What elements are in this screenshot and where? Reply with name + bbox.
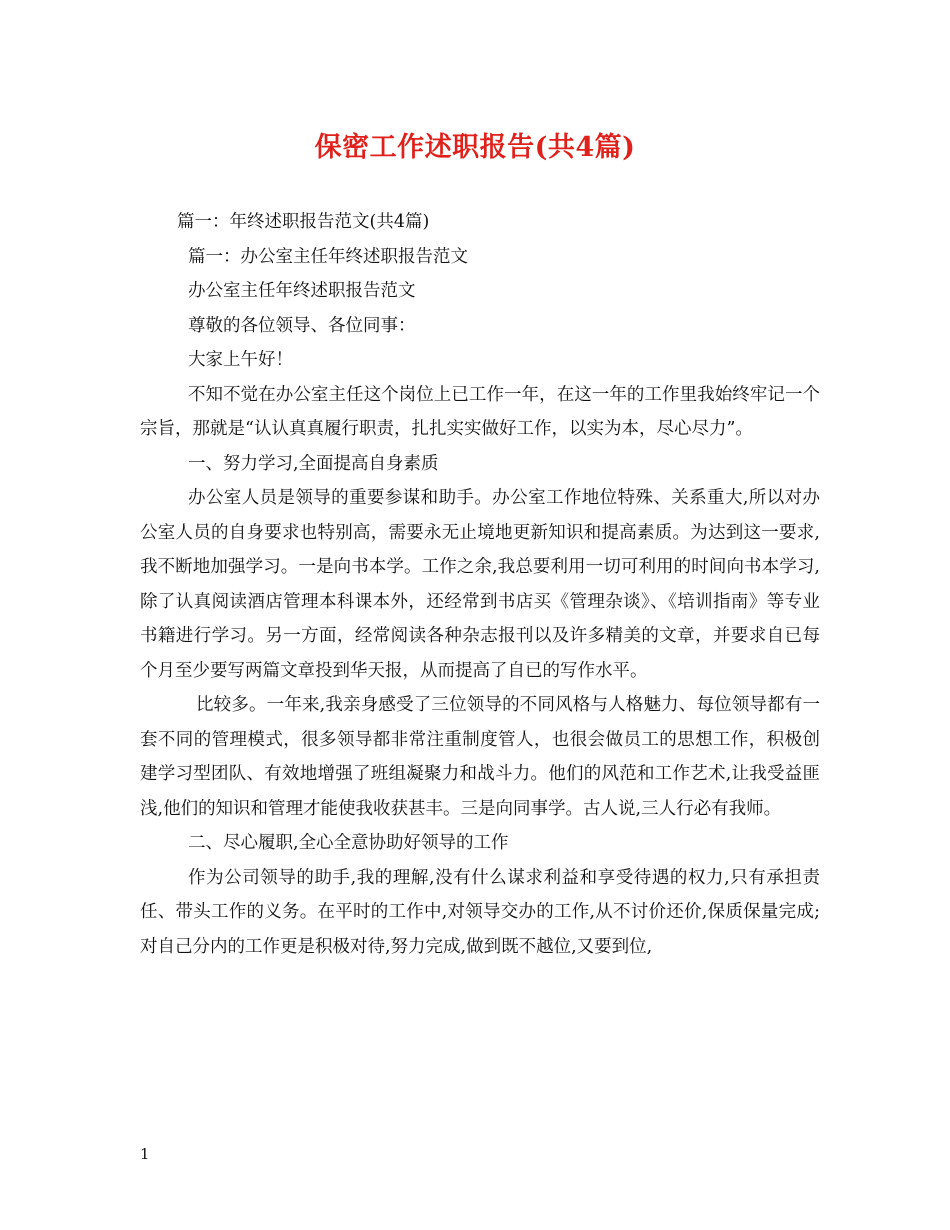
section-heading: 二、尽心履职,全心全意协助好领导的工作 <box>188 833 509 853</box>
paragraph: 不知不觉在办公室主任这个岗位上已工作一年，在这一年的工作里我始终牢记一个宗旨，那就是“认认真真履行职责，扎扎实实做好工作，以实为本，尽心尽力”。 <box>140 384 820 439</box>
greeting: 大家上午好！ <box>188 350 293 370</box>
page-number: 1 <box>140 1145 150 1163</box>
salutation: 尊敬的各位领导、各位同事： <box>188 315 416 336</box>
document-body <box>140 205 820 964</box>
paragraph: 比较多。一年来,我亲身感受了三位领导的不同风格与人格魅力、每位领导都有一套不同的管理模式，很多领导都非常注重制度管人，也很会做员工的思想工作，积极创建学习型团队、有效地增强了班组凝聚力和战斗力。他们的风范和工作艺术,让我受益匪浅,他们的知识和管理才能使我收获甚丰。三是向同事学。古人说,三人行必有我师。 <box>140 695 820 819</box>
section-heading: 一、努力学习,全面提高自身素质 <box>188 453 439 474</box>
article-title: 办公室主任年终述职报告范文 <box>188 281 416 301</box>
paragraph: 办公室人员是领导的重要参谋和助手。办公室工作地位特殊、关系重大,所以对办公室人员的自身要求也特别高，需要永无止境地更新知识和提高素质。为达到这一要求,我不断地加强学习。一是向书本学。工作之余,我总要利用一切可利用的时间向书本学习,除了认真阅读酒店管理本科课本外，还经常到书店买《管理杂谈》、《培训指南》等专业书籍进行学习。另一方面，经常阅读各种杂志报刊以及许多精美的文章，并要求自已每个月至少要写两篇文章投到华天报，从而提高了自已的写作水平。 <box>140 488 820 681</box>
paragraph: 作为公司领导的助手,我的理解,没有什么谋求利益和享受待遇的权力,只有承担责任、带头工作的义务。在平时的工作中,对领导交办的工作,从不讨价还价,保质保量完成;对自己分内的工作更是积极对待,努力完成,做到既不越位,又要到位, <box>140 867 820 957</box>
document-title: 保密工作述职报告(共4篇) <box>314 132 636 163</box>
subsection-heading: 篇一：办公室主任年终述职报告范文 <box>188 246 468 267</box>
section-heading: 篇一：年终述职报告范文(共4篇) <box>177 212 430 232</box>
